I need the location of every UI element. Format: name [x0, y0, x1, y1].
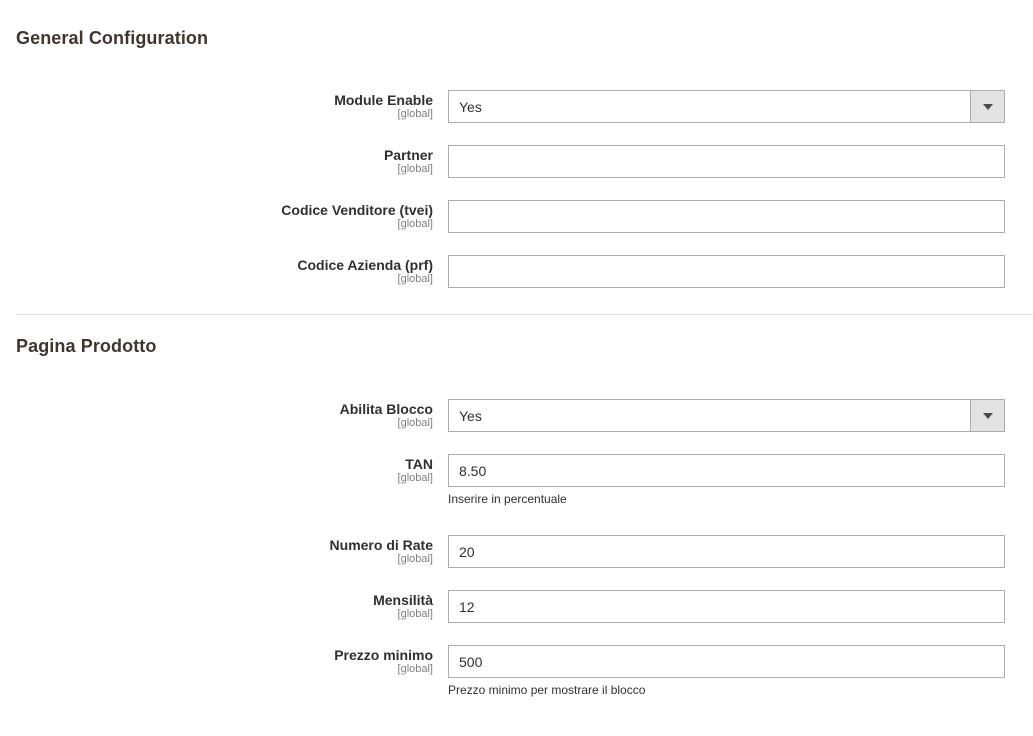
scope-label: [global]: [397, 472, 433, 484]
field-label: Prezzo minimo: [334, 647, 433, 663]
scope-label: [global]: [397, 417, 433, 429]
field-label: TAN: [405, 456, 433, 472]
field-note: Prezzo minimo per mostrare il blocco: [448, 683, 646, 697]
field-row-mensilita: [0, 590, 1033, 624]
scope-label: [global]: [397, 553, 433, 565]
field-label-group: [133, 647, 433, 676]
dropdown-arrow[interactable]: [970, 91, 1004, 122]
section-title-product: Pagina Prodotto: [16, 336, 157, 356]
field-label-group: [133, 92, 433, 121]
scope-label: [global]: [397, 108, 433, 120]
select-value: Yes: [459, 99, 482, 115]
codice-azienda-input[interactable]: [448, 255, 1005, 288]
field-label: Mensilità: [373, 592, 433, 608]
scope-label: [global]: [397, 608, 433, 620]
field-label-group: [133, 257, 433, 286]
scope-label: [global]: [397, 663, 433, 675]
scope-label: [global]: [397, 163, 433, 175]
scope-label: [global]: [397, 273, 433, 285]
section-title-general: General Configuration: [16, 28, 209, 48]
chevron-down-icon: [983, 104, 993, 110]
codice-venditore-input[interactable]: [448, 200, 1005, 233]
field-label-group: [133, 401, 433, 430]
prezzo-minimo-input[interactable]: [448, 645, 1005, 678]
field-label-group: [133, 147, 433, 176]
field-label-group: [133, 202, 433, 231]
abilita-blocco-select[interactable]: [448, 399, 1005, 432]
field-note: Inserire in percentuale: [448, 492, 567, 506]
field-label-group: [133, 456, 433, 485]
field-row-numero-rate: [0, 535, 1033, 569]
field-row-partner: [0, 145, 1033, 179]
field-label: Partner: [383, 147, 433, 163]
field-row-prezzo-minimo: [0, 645, 1033, 697]
module-enable-select[interactable]: [448, 90, 1005, 123]
field-row-abilita-blocco: [0, 399, 1033, 433]
section-divider: [16, 314, 1033, 315]
dropdown-arrow[interactable]: [970, 400, 1004, 431]
field-label-group: [133, 537, 433, 566]
chevron-down-icon: [983, 413, 993, 419]
select-value: Yes: [459, 408, 482, 424]
field-label-group: [133, 592, 433, 621]
scope-label: [global]: [397, 218, 433, 230]
field-row-module-enable: [0, 90, 1033, 124]
field-row-codice-azienda: [0, 255, 1033, 289]
field-label: Module Enable: [334, 92, 433, 108]
field-row-codice-venditore: [0, 200, 1033, 234]
field-row-tan: [0, 454, 1033, 506]
mensilita-input[interactable]: [448, 590, 1005, 623]
field-label: Codice Venditore (tvei): [281, 202, 433, 218]
field-label: Codice Azienda (prf): [297, 257, 433, 273]
tan-input[interactable]: [448, 454, 1005, 487]
numero-rate-input[interactable]: [448, 535, 1005, 568]
field-label: Numero di Rate: [329, 537, 433, 553]
field-label: Abilita Blocco: [339, 401, 433, 417]
partner-input[interactable]: [448, 145, 1005, 178]
